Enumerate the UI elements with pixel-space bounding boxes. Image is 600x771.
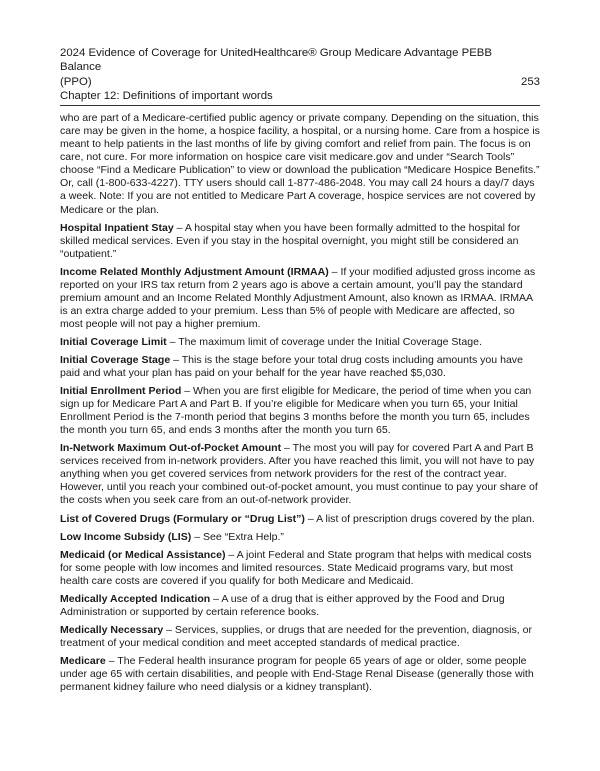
definition-term: Low Income Subsidy (LIS) (60, 530, 192, 543)
document-title-line-1: 2024 Evidence of Coverage for UnitedHealthcare® Group Medicare Advantage PEBB Balance (60, 47, 492, 74)
definition-text: – The Federal health insurance program for people 65 years of age or older, some people under age 65 with certain disabilities, and people with End-Stage Renal Disease (generally those with permanent kidney failure who need dialysis or a kidney transplant). (60, 654, 534, 694)
definition-term: In-Network Maximum Out-of-Pocket Amount (60, 442, 282, 455)
definition-initial-coverage-stage (60, 354, 540, 380)
definition-term: Medically Necessary (60, 623, 164, 636)
definition-term: Medicaid (or Medical Assistance) (60, 548, 226, 561)
definition-text: – If your modified adjusted gross income as reported on your IRS tax return from 2 years ago is above a certain amount, you’ll pay the standard premium amount and an Income Related Monthly Adjustment Amount, also known as IRMAA. IRMAA is an extra charge added to your premium. Less than 5% of people with Medicare are affected, so most people will not pay a higher premium. (60, 265, 536, 330)
definition-initial-coverage-limit (60, 336, 540, 349)
definition-term: Medically Accepted Indication (60, 592, 211, 605)
page-header (60, 46, 540, 103)
definition-text: – Services, supplies, or drugs that are needed for the prevention, diagnosis, or treatment of your medical condition and meet accepted standards of medical practice. (60, 623, 532, 649)
definition-text: – The maximum limit of coverage under the Initial Coverage Stage. (166, 335, 482, 348)
definition-text: – This is the stage before your total drug costs including amounts you have paid and what your plan has paid on your behalf for the year have reached $5,030. (60, 353, 523, 380)
document-page (60, 46, 540, 699)
document-title-line-2: (PPO) (60, 75, 92, 88)
definition-term: Income Related Monthly Adjustment Amount (IRMAA) (60, 265, 329, 278)
definitions-body (60, 112, 540, 694)
definition-irmaa (60, 266, 540, 331)
definition-term: Initial Coverage Stage (60, 353, 171, 366)
definition-text: – The most you will pay for covered Part A and Part B services received from in-network providers. After you have reached this limit, you will not have to pay anything when you get covered services from network providers for the rest of the contract year. However, until you reach your combined out-of-pocket amount, you must continue to pay your share of the costs when you seek care from an out-of-network provider. (60, 442, 538, 507)
definition-term: Initial Coverage Limit (60, 335, 167, 348)
definition-text: – When you are first eligible for Medicare, the period of time when you can sign up for Medicare Part A and Part B. If you’re eligible for Medicare when you turn 65, your Initial Enrollment Period is the 7-month period that begins 3 months before the month you turn 65, includes the month you turn 65, and ends 3 months after the month you turn 65. (60, 385, 532, 437)
hospice-continuation-paragraph: who are part of a Medicare-certified public agency or private company. Depending on the situation, this care may be given in the home, a hospice facility, a hospital, or a nursing home. Care from a hospice is meant to help patients in the last months of life by giving comfort and relief from pain. The focus is on care, not cure. For more information on hospice care visit medicare.gov and under “Search Tools” choose “Find a Medicare Publication” to view or download the publication “Medicare Hospice Benefits.” Or, call (1-800-633-4227). TTY users should call 1-877-486-2048. You may call 24 hours a day/7 days a week. Note: If you are not entitled to Medicare Part A coverage, hospice services are not covered by Medicare or the plan. (60, 112, 540, 216)
definition-term: Medicare (60, 654, 106, 667)
chapter-title: Chapter 12: Definitions of important words (60, 89, 273, 102)
definition-in-network-moop (60, 442, 540, 507)
definition-medicare (60, 655, 540, 694)
header-divider (60, 105, 540, 106)
definition-term: Hospital Inpatient Stay (60, 221, 174, 234)
definition-text: – A joint Federal and State program that helps with medical costs for some people with low incomes and limited resources. State Medicaid programs vary, but most health care costs are covered if you qualify for both Medicare and Medicaid. (60, 548, 532, 587)
definition-text: – A hospital stay when you have been formally admitted to the hospital for skilled medical services. Even if you stay in the hospital overnight, you might still be considered an “outpatient.” (60, 221, 521, 260)
definition-medically-necessary (60, 624, 540, 650)
definition-initial-enrollment-period (60, 385, 540, 437)
page-number: 253 (520, 76, 540, 88)
definition-text: – A use of a drug that is either approved by the Food and Drug Administration or supported by certain reference books. (60, 592, 505, 618)
definition-text: – A list of prescription drugs covered by the plan. (304, 512, 535, 525)
definition-term: Initial Enrollment Period (60, 385, 182, 398)
definition-low-income-subsidy (60, 531, 540, 544)
definition-hospital-inpatient-stay (60, 222, 540, 261)
definition-medicaid (60, 549, 540, 588)
definition-list-of-covered-drugs (60, 513, 540, 526)
definition-text: – See “Extra Help.” (191, 530, 284, 543)
definition-term: List of Covered Drugs (Formulary or “Drug List”) (60, 512, 305, 525)
definition-medically-accepted-indication (60, 593, 540, 619)
